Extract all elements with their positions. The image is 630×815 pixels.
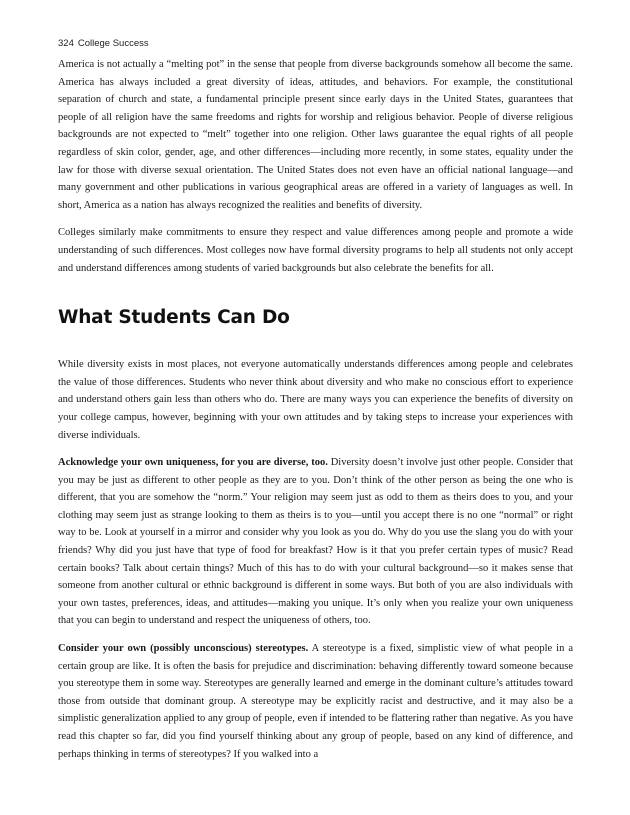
section-heading: What Students Can Do xyxy=(58,307,290,329)
page-number: 324 xyxy=(58,38,74,49)
paragraph-section-intro: While diversity exists in most places, not everyone automatically understands differences among people and celebrates the value of those differences. Students who never think about diversity and who make no conscious effort to experience and understand others gain less than others who do. There are many ways you can experience the benefits of diversity on your college campus, however, beginning with your own attitudes and by taking steps to increase your experiences with diverse individuals. xyxy=(58,359,573,441)
lead-acknowledge-uniqueness: Acknowledge your own uniqueness, for you are diverse, too. xyxy=(58,457,328,469)
paragraph-acknowledge-uniqueness xyxy=(58,454,573,630)
document-page xyxy=(58,38,573,773)
paragraph-melting-pot: America is not actually a “melting pot” in the sense that people from diverse backgrounds somehow all become the same. America has always included a great diversity of ideas, attitudes, and behaviors. For example, the constitutional separation of church and state, a fundamental principle present since early days in the United States, guarantees that people of all religion have the same freedoms and rights for worship and religious behavior. People of diverse religious backgrounds are not expected to “melt” together into one religion. Other laws guarantee the equal rights of all people regardless of skin color, gender, age, and other differences—including more recently, in some states, equality under the law for those with diverse sexual orientation. The United States does not even have an official national language—and many government and other publications in various geographical areas are offered in a variety of languages as well. In short, America as a nation has always recognized the realities and benefits of diversity. xyxy=(58,59,573,211)
paragraph-consider-stereotypes xyxy=(58,640,573,763)
book-title: College Success xyxy=(77,38,149,49)
paragraph-college-commitments: Colleges similarly make commitments to ensure they respect and value differences among people and promote a wide understanding of such differences. Most colleges now have formal diversity programs to help all students not only accept and understand differences among students of varied backgrounds but also celebrate the benefits for all. xyxy=(58,227,573,274)
text-consider-stereotypes: A stereotype is a fixed, simplistic view of what people in a certain group are like. It is often the basis for prejudice and discrimination: behaving differently toward someone because you stereotype them in some way. Stereotypes are generally learned and emerge in the dominant culture’s attitudes toward those from outside that dominant group. A stereotype may be explicitly racist and destructive, and it may also be a simplistic generalization applied to any group of people, even if intended to be flattering rather than negative. As you have read this chapter so far, did you find yourself thinking about any group of people, based on any kind of difference, and perhaps thinking in terms of stereotypes? If you walked into a xyxy=(58,643,573,760)
running-header xyxy=(58,38,573,50)
text-acknowledge-uniqueness: Diversity doesn’t involve just other people. Consider that you may be just as different to other people as they are to you. Don’t think of the other person as being the one who is different, that you are somehow the “norm.” Your religion may seem just as odd to them as theirs does to you, and your clothing may seem just as strange looking to them as theirs is to you—until you accept there is no one “normal” or right way to be. Look at yourself in a mirror and consider why you look as you do. Why do you use the slang you do with your friends? Why did you just have that type of food for breakfast? How is it that you prefer certain types of music? Read certain books? Talk about certain things? Much of this has to do with your cultural background—so it makes sense that someone from another cultural or ethnic background is different in some ways. But both of you are also individuals with your own tastes, preferences, ideas, and attitudes—making you unique. It’s only when you realize your own uniqueness that you can begin to understand and respect the uniqueness of others, too. xyxy=(58,457,573,627)
lead-consider-stereotypes: Consider your own (possibly unconscious) stereotypes. xyxy=(58,643,309,655)
